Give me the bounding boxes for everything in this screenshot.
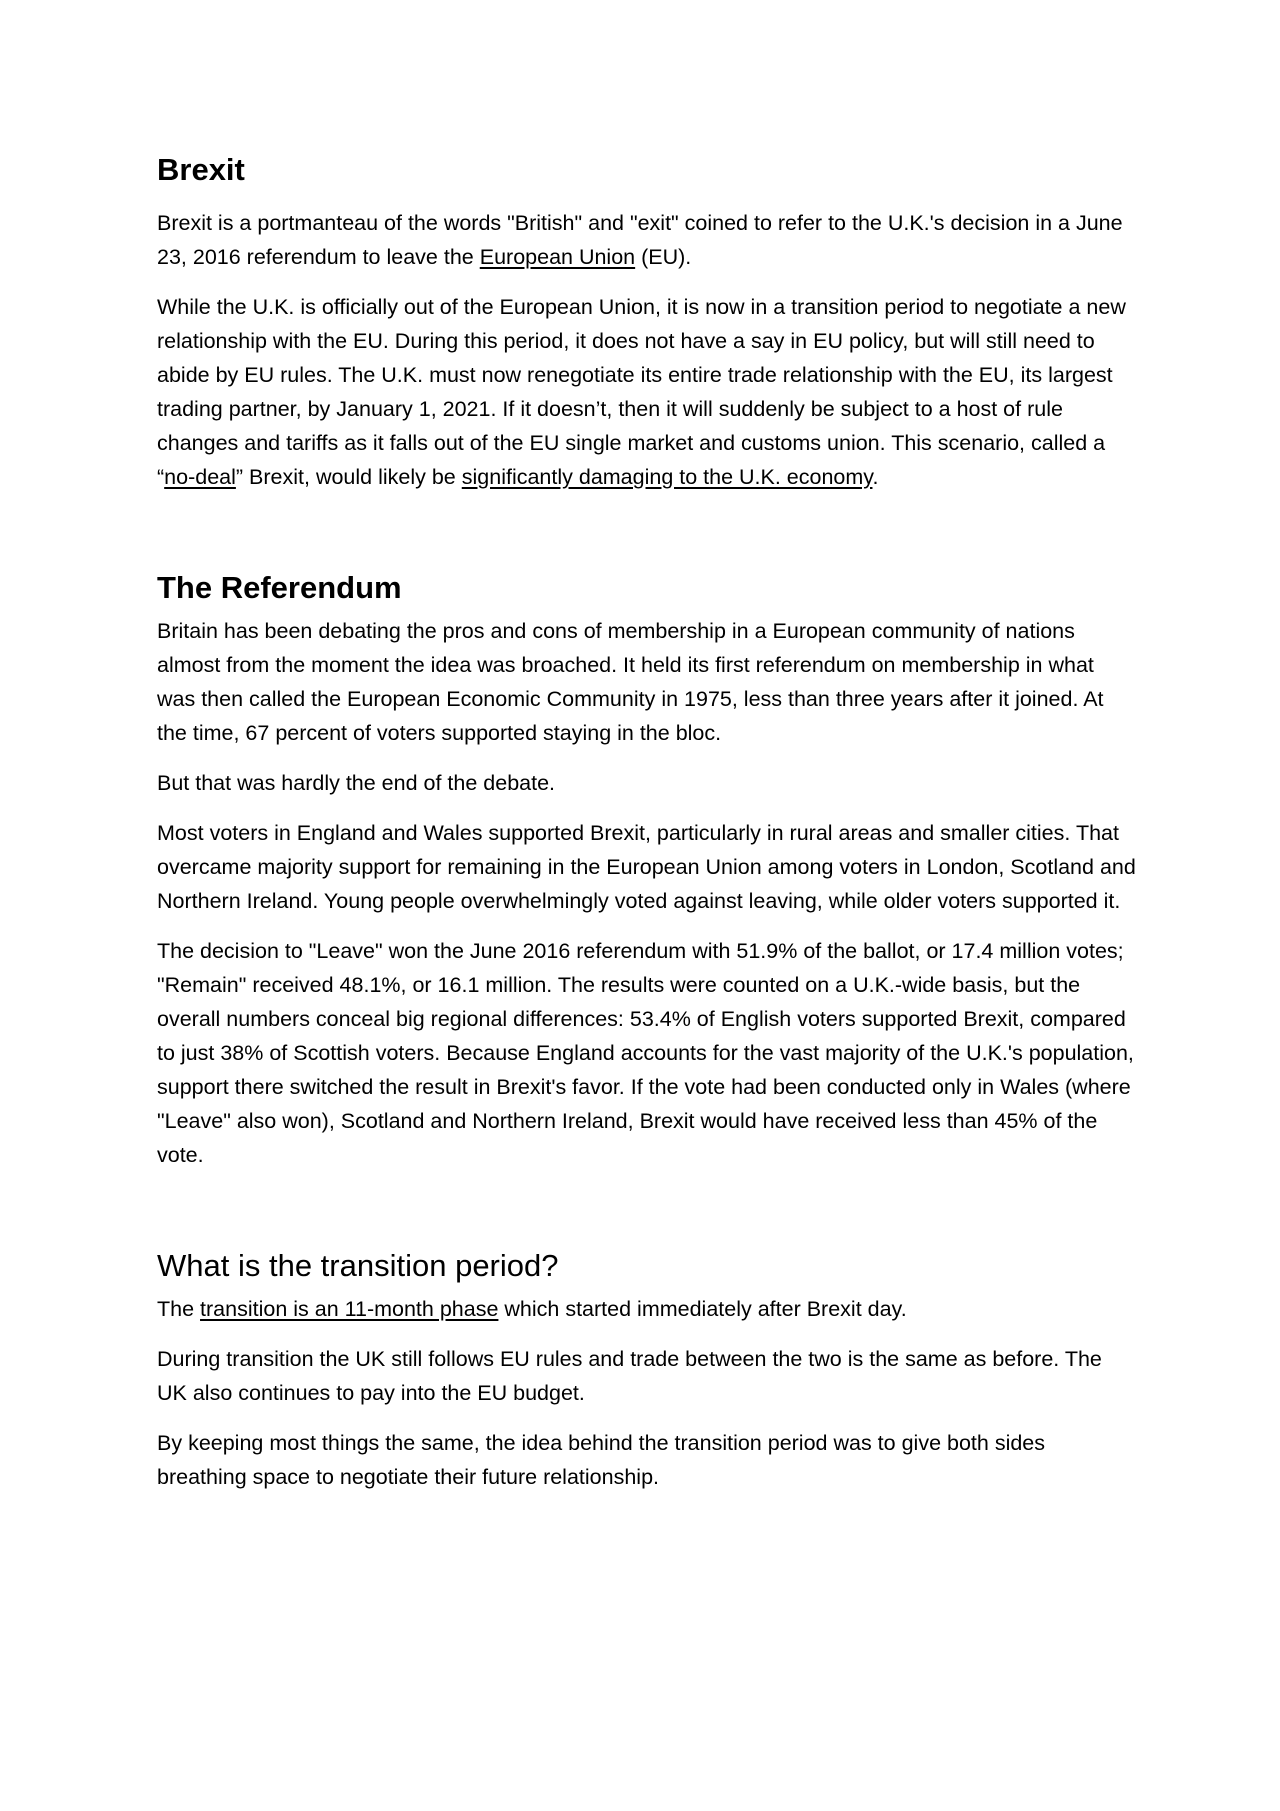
transition-paragraph-1 [157,1292,1137,1326]
referendum-paragraph-3: Most voters in England and Wales supported Brexit, particularly in rural areas and smaller cities. That overcame majority support for remaining in the European Union among voters in London, Scotland and Northern Ireland. Young people overwhelmingly voted against leaving, while older voters supported it. [157,821,1136,913]
referendum-paragraph-2: But that was hardly the end of the debate. [157,771,556,795]
document-page [157,150,1137,1494]
european-union-link[interactable]: European Union [479,245,636,269]
no-deal-link[interactable]: no-deal [164,465,236,489]
heading-referendum: The Referendum [157,570,402,605]
transition-paragraph-3: By keeping most things the same, the idea behind the transition period was to give both sides breathing space to negotiate their future relationship. [157,1431,1046,1489]
spacer [157,190,1137,206]
transition-phase-link[interactable]: transition is an 11-month phase [200,1297,499,1321]
text-span: ” Brexit, would likely be [235,465,462,489]
spacer [157,800,1137,816]
spacer [157,1172,1137,1246]
text-span: While the U.K. is officially out of the European Union, it is now in a transition period to negotiate a new relationship with the EU. During this period, it does not have a say in EU policy, but will still need to abide by EU rules. The U.K. must now renegotiate its entire trade relationship with the EU, its largest trading partner, by January 1, 2021. If it doesn’t, then it will suddenly be subject to a host of rule changes and tariffs as it falls out of the EU single market and customs union. This scenario, called a “ [157,295,1126,489]
spacer [157,918,1137,934]
text-span: The [157,1297,201,1321]
transition-paragraph-2: During transition the UK still follows EU rules and trade between the two is the same as before. The UK also continues to pay into the EU budget. [157,1347,1102,1405]
text-span: which started immediately after Brexit day. [498,1297,907,1321]
text-span: . [872,465,879,489]
brexit-paragraph-2 [157,290,1137,494]
heading-transition: What is the transition period? [157,1248,559,1283]
spacer [157,1410,1137,1426]
spacer [157,750,1137,766]
spacer [157,494,1137,568]
economy-damage-link[interactable]: significantly damaging to the U.K. economy [461,465,873,489]
spacer [157,1326,1137,1342]
heading-brexit: Brexit [157,152,245,187]
brexit-paragraph-1 [157,206,1137,274]
text-span: Brexit is a portmanteau of the words "British" and "exit" coined to refer to the U.K.'s decision in a June 23, 2016 referendum to leave the [157,211,1123,269]
spacer [157,274,1137,290]
referendum-paragraph-4: The decision to "Leave" won the June 2016 referendum with 51.9% of the ballot, or 17.4 million votes; "Remain" received 48.1%, or 16.1 million. The results were counted on a U.K.-wide basis, but the overall numbers conceal big regional differences: 53.4% of English voters supported Brexit, compared to just 38% of Scottish voters. Because England accounts for the vast majority of the U.K.'s population, support there switched the result in Brexit's favor. If the vote had been conducted only in Wales (where "Leave" also won), Scotland and Northern Ireland, Brexit would have received less than 45% of the vote. [157,939,1134,1167]
text-span: (EU). [635,245,692,269]
referendum-paragraph-1: Britain has been debating the pros and cons of membership in a European community of nations almost from the moment the idea was broached. It held its first referendum on membership in what was then called the European Economic Community in 1975, less than three years after it joined. At the time, 67 percent of voters supported staying in the bloc. [157,619,1104,745]
